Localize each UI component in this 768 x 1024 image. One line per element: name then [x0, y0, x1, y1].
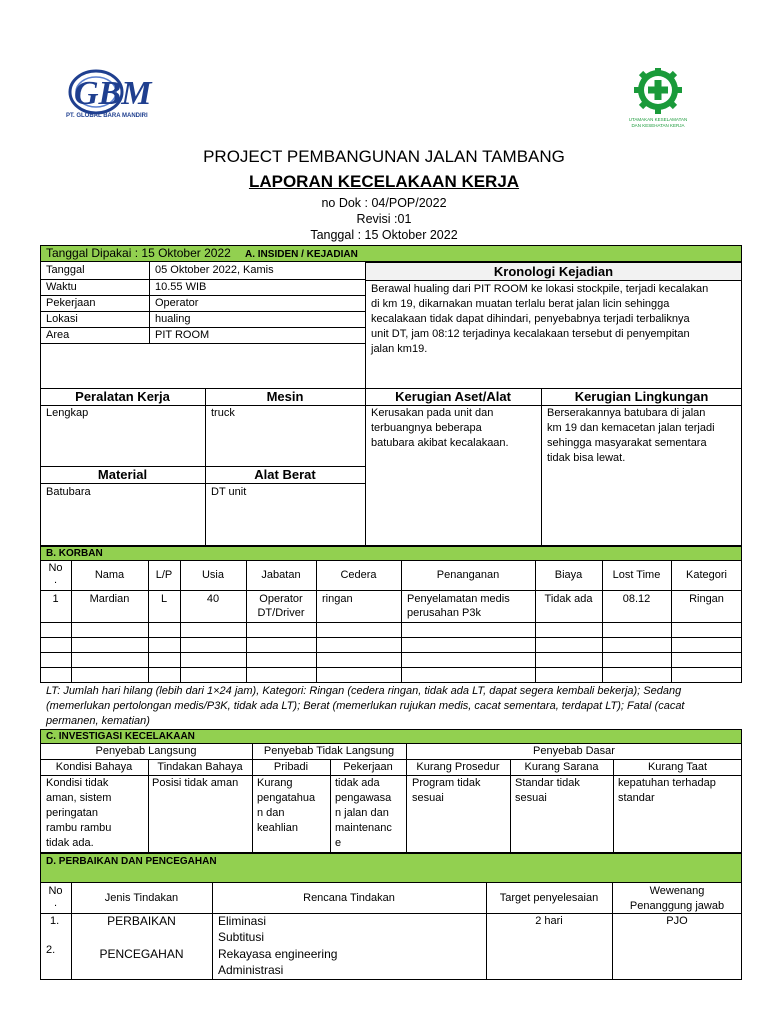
- col-jenis-tindakan: Jenis Tindakan: [104, 892, 179, 904]
- pekerjaan-line: maintenanc: [335, 822, 392, 834]
- field-value-waktu: 10.55 WIB: [155, 281, 207, 293]
- col-kategori: Kategori: [686, 569, 727, 581]
- taat-line: kepatuhan terhadap: [618, 777, 716, 789]
- aset-line: terbuangnya beberapa: [371, 422, 482, 434]
- col-tindakan-bahaya: Tindakan Bahaya: [157, 761, 243, 773]
- lingkungan-line: km 19 dan kemacetan jalan terjadi: [547, 422, 715, 434]
- page-subtitle: LAPORAN KECELAKAAN KERJA: [248, 172, 520, 191]
- victim-no: 1: [52, 593, 59, 605]
- revision: Revisi :01: [356, 212, 412, 226]
- kronologi-line: kecalakaan tidak dapat dihindari, penyebabnya terjadi terbaliknya: [371, 313, 690, 325]
- col-no: No: [48, 562, 63, 574]
- victim-penanganan: Penyelamatan medis: [407, 593, 510, 605]
- doc-date: Tanggal : 15 Oktober 2022: [310, 228, 458, 242]
- material-value: Batubara: [46, 486, 91, 498]
- company-name: PT. GLOBAL BARA MANDIRI: [66, 113, 148, 119]
- col-kondisi-bahaya: Kondisi Bahaya: [55, 761, 133, 773]
- action-no-2: 2.: [46, 944, 56, 956]
- col-jabatan: Jabatan: [261, 569, 301, 581]
- lingkungan-line: sehingga masyarakat sementara: [547, 437, 707, 449]
- page-title: PROJECT PEMBANGUNAN JALAN TAMBANG: [203, 147, 565, 166]
- k3-logo-line1: UTAMAKAN KESELAMATAN: [628, 117, 688, 122]
- kronologi-line: unit DT, jam 08:12 terjadinya kecalakaan tersebut di penyempitan: [371, 328, 690, 340]
- lingkungan-line: tidak bisa lewat.: [547, 452, 626, 464]
- penyebab-langsung: Penyebab Langsung: [95, 745, 197, 757]
- col-nama: Nama: [94, 569, 125, 581]
- pekerjaan-line: pengawasa: [335, 792, 392, 804]
- col-wewenang: Wewenang: [649, 885, 705, 897]
- field-label-tanggal: Tanggal: [46, 264, 85, 276]
- penyebab-dasar: Penyebab Dasar: [533, 745, 615, 757]
- pekerjaan-line: e: [335, 837, 342, 849]
- pekerjaan-line: n jalan dan: [335, 807, 389, 819]
- penyebab-tidak-langsung: Penyebab Tidak Langsung: [263, 745, 395, 757]
- prosedur-line: sesuai: [412, 792, 444, 804]
- rencana-item: Administrasi: [218, 963, 284, 977]
- field-label-area: Area: [46, 329, 70, 341]
- kondisi-line: rambu rambu: [46, 822, 112, 834]
- action-no-1: 1.: [50, 915, 60, 927]
- rencana-item: Subtitusi: [218, 930, 265, 944]
- wewenang-value: PJO: [666, 915, 688, 927]
- logo-text: GBM: [74, 75, 152, 112]
- pekerjaan-line: tidak ada: [335, 777, 380, 789]
- kondisi-line: peringatan: [46, 807, 98, 819]
- section-a-title: A. INSIDEN / KEJADIAN: [245, 249, 358, 260]
- lingkungan-line: Berserakannya batubara di jalan: [547, 407, 706, 419]
- col-penanganan: Penanganan: [436, 569, 500, 581]
- pribadi-line: pengatahua: [257, 792, 316, 804]
- col-target: Target penyelesaian: [499, 892, 599, 904]
- prosedur-line: Program tidak: [412, 777, 481, 789]
- col-kurang-sarana: Kurang Sarana: [524, 761, 599, 773]
- victim-jabatan: Operator: [259, 593, 303, 605]
- alat-berat-value: DT unit: [211, 486, 247, 498]
- victim-nama: Mardian: [89, 593, 130, 605]
- col-biaya: Biaya: [554, 569, 583, 581]
- field-label-lokasi: Lokasi: [46, 313, 78, 325]
- target-value: 2 hari: [535, 915, 563, 927]
- section-b-title: B. KORBAN: [46, 548, 103, 559]
- kondisi-line: Kondisi tidak: [46, 777, 109, 789]
- field-value-pekerjaan: Operator: [155, 297, 199, 309]
- victim-cedera: ringan: [322, 593, 353, 605]
- rencana-item: Eliminasi: [218, 914, 267, 928]
- victim-lost-time: 08.12: [622, 593, 651, 605]
- section-d-title: D. PERBAIKAN DAN PENCEGAHAN: [46, 856, 217, 867]
- victim-lp: L: [160, 593, 168, 605]
- material-title: Material: [97, 467, 148, 482]
- col-usia: Usia: [201, 569, 224, 581]
- col-rencana-tindakan: Rencana Tindakan: [303, 892, 395, 904]
- peralatan-value: Lengkap: [46, 407, 89, 419]
- aset-line: Kerusakan pada unit dan: [371, 407, 494, 419]
- col-kurang-taat: Kurang Taat: [647, 761, 708, 773]
- lingkungan-title: Kerugian Lingkungan: [574, 389, 709, 404]
- kronologi-title: Kronologi Kejadian: [493, 264, 614, 279]
- lt-note: LT: Jumlah hari hilang (lebih dari 1×24 jam), Kategori: Ringan (cedera ringan, tidak ada LT, dapat segera kembali bekerja); Sedang (memerlukan pertolongan medis/P3K, tidak ada LT); Berat (memerlukan rujukan medis, cacat sementara, terdapat LT); Fatal (cacat permanen, kematian): [46, 685, 685, 727]
- field-value-area: PIT ROOM: [155, 329, 210, 341]
- peralatan-title: Peralatan Kerja: [75, 389, 170, 404]
- aset-line: batubara akibat kecalakaan.: [371, 437, 509, 449]
- doc-number: no Dok : 04/POP/2022: [321, 196, 447, 210]
- tindakan-line: Posisi tidak aman: [152, 777, 239, 789]
- kronologi-line: di km 19, dikarnakan muatan terlalu berat jalan licin sehingga: [371, 298, 670, 310]
- field-label-waktu: Waktu: [46, 281, 77, 293]
- field-label-pekerjaan: Pekerjaan: [46, 297, 96, 309]
- kondisi-line: aman, sistem: [46, 792, 112, 804]
- col-pekerjaan: Pekerjaan: [343, 761, 393, 773]
- jenis-perbaikan: PERBAIKAN: [107, 914, 176, 928]
- pribadi-line: keahlian: [257, 822, 298, 834]
- col-no-d: No: [48, 885, 63, 897]
- col-lp: L/P: [155, 569, 173, 581]
- sarana-line: sesuai: [515, 792, 547, 804]
- col-cedera: Cedera: [340, 569, 377, 581]
- kondisi-line: tidak ada.: [46, 837, 94, 849]
- section-b-header: [40, 546, 742, 561]
- mesin-value: truck: [211, 407, 235, 419]
- pribadi-line: n dan: [257, 807, 285, 819]
- col-lost-time: Lost Time: [612, 569, 661, 581]
- victim-usia: 40: [206, 593, 220, 605]
- alat-berat-title: Alat Berat: [254, 467, 316, 482]
- kronologi-line: jalan km19.: [371, 343, 428, 355]
- mesin-title: Mesin: [266, 389, 304, 404]
- kronologi-line: Berawal hualing dari PIT ROOM ke lokasi stockpile, terjadi kecalakan: [371, 283, 709, 295]
- col-pribadi: Pribadi: [273, 761, 309, 773]
- field-value-tanggal: 05 Oktober 2022, Kamis: [155, 264, 274, 276]
- used-date: Tanggal Dipakai : 15 Oktober 2022: [46, 246, 231, 260]
- section-c-title: C. INVESTIGASI KECELAKAAN: [46, 731, 195, 742]
- col-kurang-prosedur: Kurang Prosedur: [416, 761, 500, 773]
- pribadi-line: Kurang: [257, 777, 293, 789]
- sarana-line: Standar tidak: [515, 777, 580, 789]
- victim-kategori: Ringan: [689, 593, 724, 605]
- k3-logo-line2: DAN KESEHATAN KERJA: [631, 123, 685, 128]
- taat-line: standar: [618, 792, 655, 804]
- rencana-item: Rekayasa engineering: [218, 947, 338, 961]
- victim-biaya: Tidak ada: [544, 593, 593, 605]
- aset-title: Kerugian Aset/Alat: [395, 389, 511, 404]
- jenis-pencegahan: PENCEGAHAN: [99, 947, 184, 961]
- field-value-lokasi: hualing: [155, 313, 191, 325]
